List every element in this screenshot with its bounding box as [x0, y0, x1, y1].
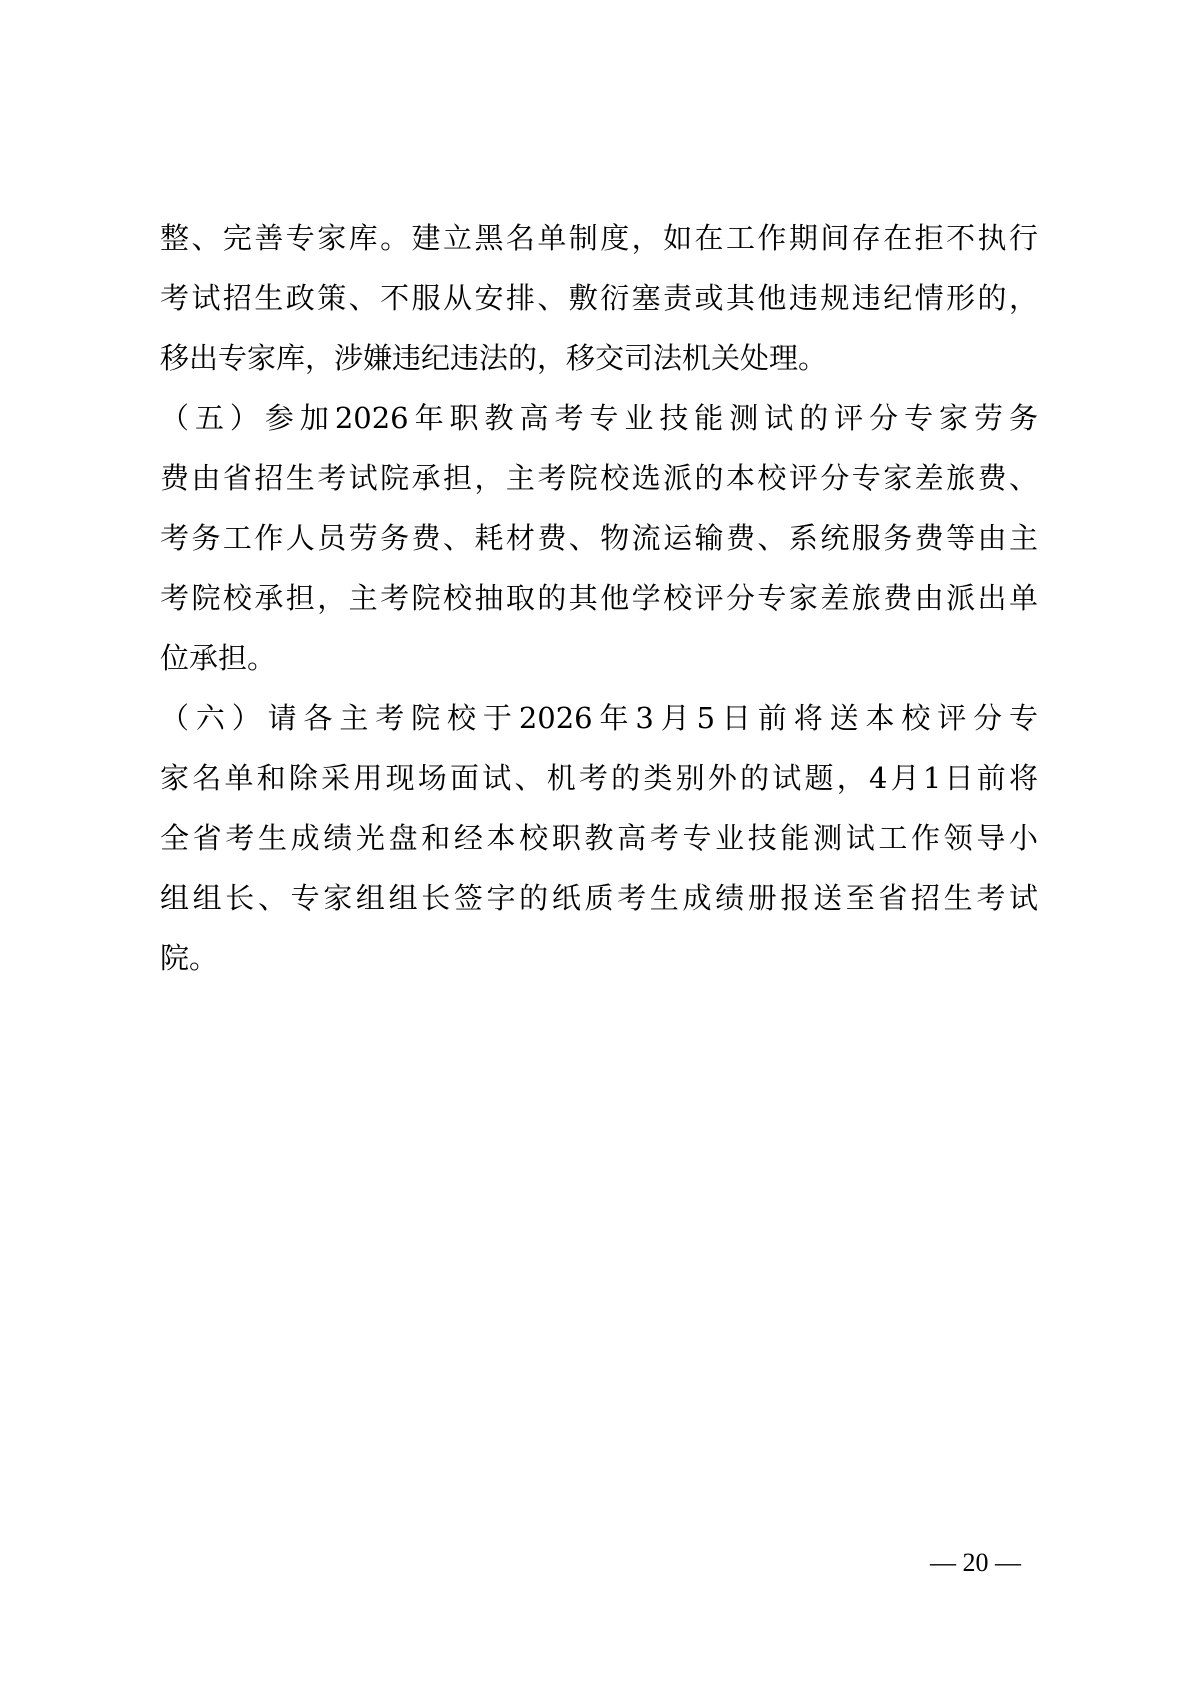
- text-line: 移出专家库，涉嫌违纪违法的，移交司法机关处理。: [160, 341, 828, 375]
- text-line: （六）请各主考院校于2026年3月5日前将送本校评分专: [160, 701, 1038, 735]
- body-text: [160, 208, 1038, 988]
- paragraph-continuation: [160, 208, 1038, 388]
- text-line: 全省考生成绩光盘和经本校职教高考专业技能测试工作领导小: [160, 821, 1038, 855]
- text-line: （五）参加2026年职教高考专业技能测试的评分专家劳务: [160, 401, 1038, 435]
- page-number: — 20 —: [930, 1548, 1021, 1577]
- text-line: 位承担。: [160, 641, 277, 675]
- text-line: 院。: [160, 941, 219, 975]
- text-line: 家名单和除采用现场面试、机考的类别外的试题，4月1日前将: [160, 761, 1038, 795]
- text-line: 考院校承担，主考院校抽取的其他学校评分专家差旅费由派出单: [160, 581, 1038, 615]
- text-line: 费由省招生考试院承担，主考院校选派的本校评分专家差旅费、: [160, 461, 1038, 495]
- text-line: 考务工作人员劳务费、耗材费、物流运输费、系统服务费等由主: [160, 521, 1038, 555]
- paragraph-item-5: [160, 388, 1038, 688]
- text-line: 组组长、专家组组长签字的纸质考生成绩册报送至省招生考试: [160, 881, 1038, 915]
- text-line: 考试招生政策、不服从安排、敷衍塞责或其他违规违纪情形的，: [160, 281, 1038, 315]
- text-line: 整、完善专家库。建立黑名单制度，如在工作期间存在拒不执行: [160, 221, 1038, 255]
- paragraph-item-6: [160, 688, 1038, 988]
